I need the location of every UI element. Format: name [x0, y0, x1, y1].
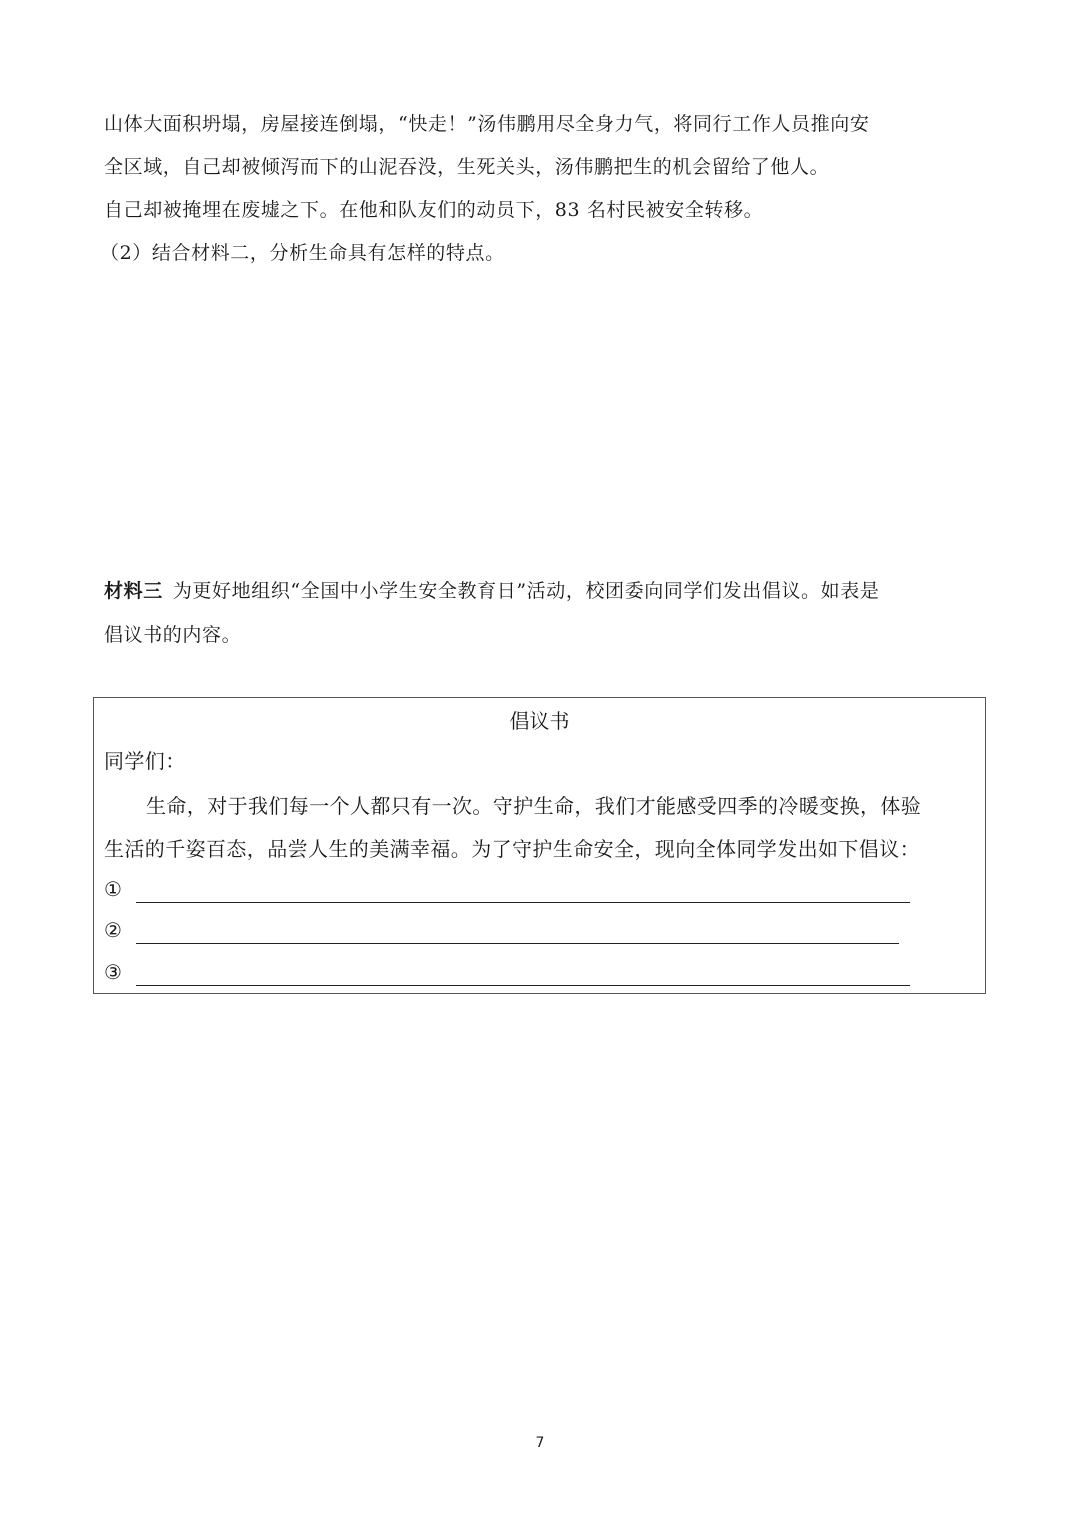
answer-blank-line-1[interactable] [136, 902, 910, 903]
material3-line2: 倡议书的内容。 [104, 624, 242, 646]
item-marker-3: ③ [104, 960, 122, 984]
page-number: 7 [535, 1435, 545, 1451]
material2-line2: 全区域，自己却被倾泻而下的山泥吞没，生死关头，汤伟鹏把生的机会留给了他人。 [104, 156, 830, 178]
material3-text: 为更好地组织“全国中小学生安全教育日”活动，校团委向同学们发出倡议。如表是 [172, 580, 880, 602]
answer-blank-line-2[interactable] [136, 943, 899, 944]
item-marker-1: ① [104, 877, 122, 901]
item-marker-2: ② [104, 918, 122, 942]
proposal-body-line1: 生命，对于我们每一个人都只有一次。守护生命，我们才能感受四季的冷暖变换，体验 [146, 794, 922, 818]
answer-blank-line-3[interactable] [136, 985, 910, 986]
material2-line3: 自己却被掩埋在废墟之下。在他和队友们的动员下，83 名村民被安全转移。 [104, 199, 764, 221]
material2-line1: 山体大面积坍塌，房屋接连倒塌，“快走！”汤伟鹏用尽全身力气，将同行工作人员推向安 [104, 113, 870, 135]
proposal-body-line2: 生活的千姿百态，品尝人生的美满幸福。为了守护生命安全，现向全体同学发出如下倡议： [104, 837, 920, 861]
proposal-title: 倡议书 [509, 709, 570, 733]
material3-line1 [104, 579, 879, 603]
proposal-box [93, 697, 986, 994]
material3-label: 材料三 [104, 580, 163, 602]
question-2: （2）结合材料二，分析生命具有怎样的特点。 [100, 242, 505, 264]
proposal-greeting: 同学们： [104, 749, 186, 773]
